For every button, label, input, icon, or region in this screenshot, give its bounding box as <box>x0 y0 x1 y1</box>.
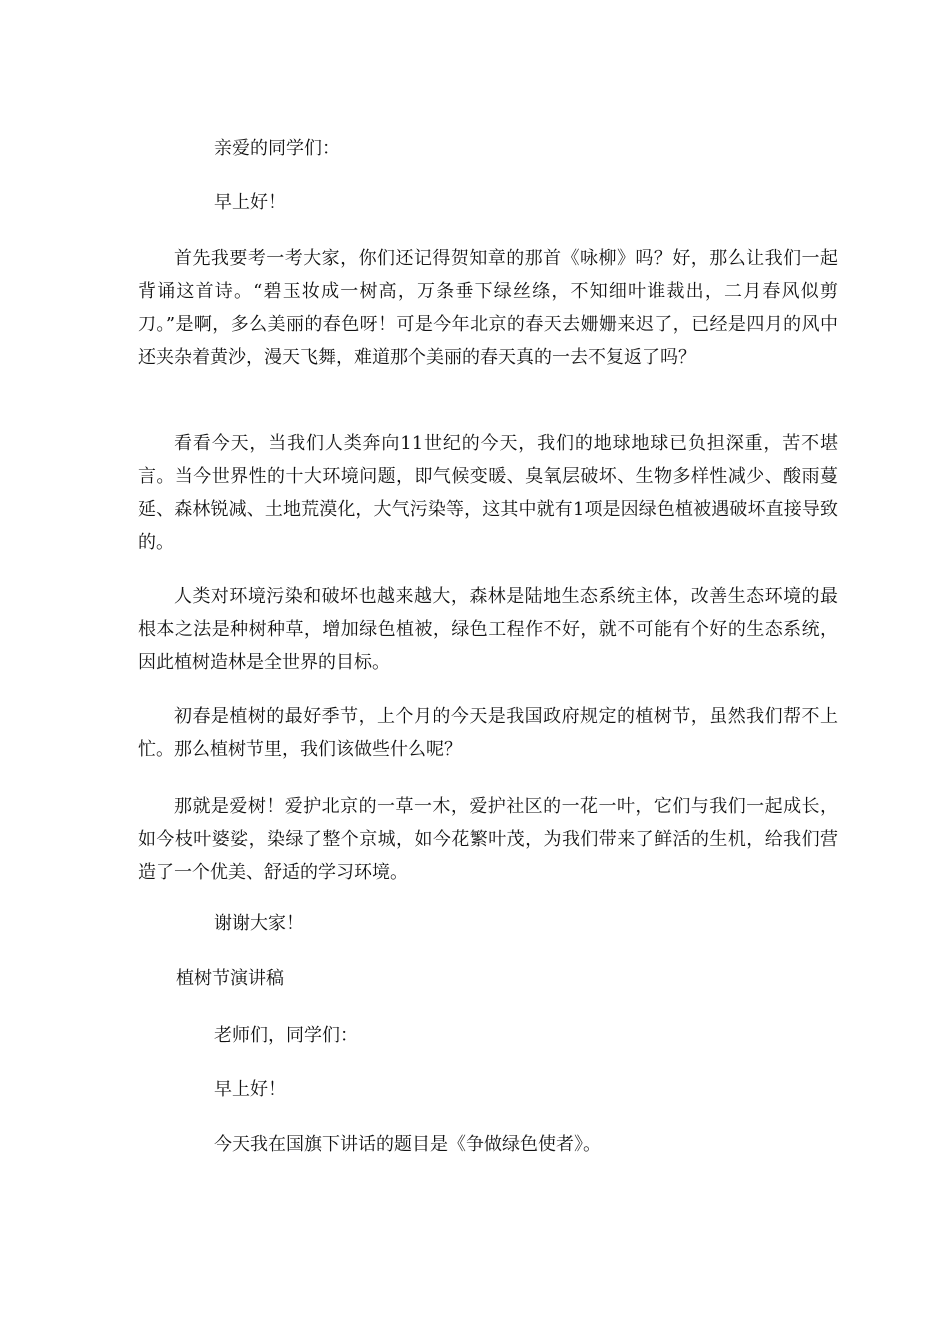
paragraph-poem: 首先我要考一考大家，你们还记得贺知章的那首《咏柳》吗？好，那么让我们一起背诵这首诗。“碧玉妆成一树高，万条垂下绿丝绦，不知细叶谁裁出，二月春风似剪刀。”是啊，多么美丽的春色呀！可是今年北京的春天去姗姗来迟了，已经是四月的风中还夹杂着黄沙，漫天飞舞，难道那个美丽的春天真的一去不复返了吗？ <box>138 248 838 368</box>
speech-title: 植树节演讲稿 <box>176 968 284 989</box>
paragraph-love-trees: 那就是爱树！爱护北京的一草一木，爱护社区的一花一叶，它们与我们一起成长，如今枝叶婆娑，染绿了整个京城，如今花繁叶茂，为我们带来了鲜活的生机，给我们营造了一个优美、舒适的学习环境。 <box>138 796 838 883</box>
paragraph-environment: 看看今天，当我们人类奔向11世纪的今天，我们的地球地球已负担深重，苦不堪言。当今世界性的十大环境问题，即气候变暖、臭氧层破坏、生物多样性减少、酸雨蔓延、森林锐减、土地荒漠化，大气污染等，这其中就有1项是因绿色植被遇破坏直接导致的。 <box>138 433 838 553</box>
morning-greeting: 早上好！ <box>214 192 286 213</box>
greeting-line: 亲爱的同学们： <box>214 138 340 159</box>
paragraph-spring: 初春是植树的最好季节，上个月的今天是我国政府规定的植树节，虽然我们帮不上忙。那么植树节里，我们该做些什么呢？ <box>138 706 838 760</box>
morning-greeting-2: 早上好！ <box>214 1079 286 1100</box>
thanks-line: 谢谢大家！ <box>214 913 304 934</box>
paragraph-forest: 人类对环境污染和破坏也越来越大，森林是陆地生态系统主体，改善生态环境的最根本之法是种树种草，增加绿色植被，绿色工程作不好，就不可能有个好的生态系统，因此植树造林是全世界的目标。 <box>138 586 838 673</box>
greeting-line-2: 老师们，同学们： <box>214 1025 358 1046</box>
topic-line: 今天我在国旗下讲话的题目是《争做绿色使者》。 <box>214 1134 601 1155</box>
